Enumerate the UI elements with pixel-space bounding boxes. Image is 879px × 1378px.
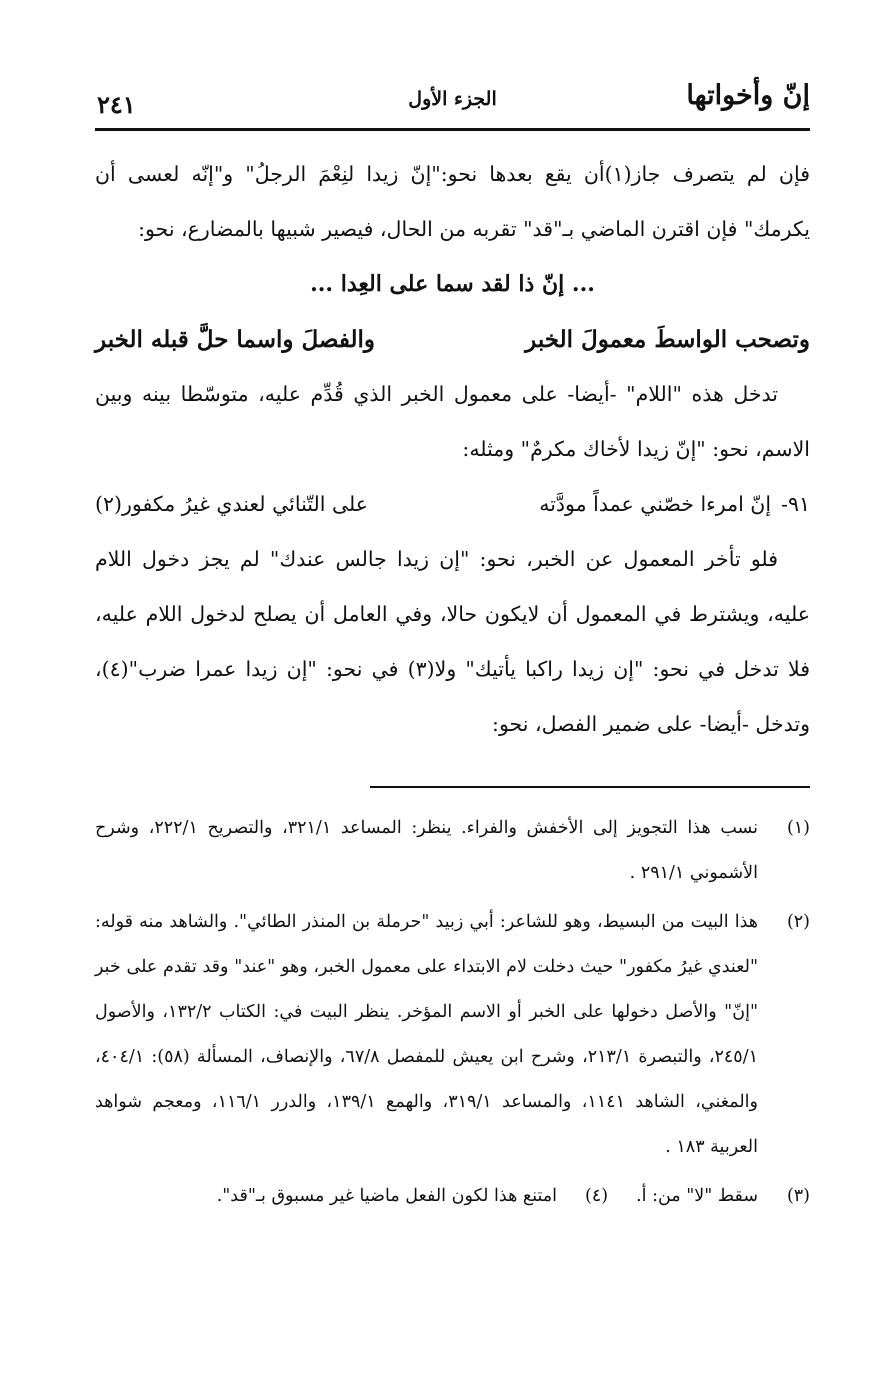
footnote-text: امتنع هذا لكون الفعل ماضيا غير مسبوق بـ"قد". (216, 1186, 558, 1206)
alfiya-hemistich-second: والفصلَ واسما حلَّ قبله الخبر (95, 326, 375, 353)
verse-91-hemistich-first: إنّ امرءا خصّني عمداً مودَّته (539, 492, 772, 516)
paragraph-1: فإن لم يتصرف جاز(١)أن يقع بعدها نحو:"إنّ زيدا لنِعْمَ الرجلُ" و"إنّه لعسى أن يكرمك" فإن اقترن الماضي بـ"قد" تقربه من الحال، فيصير شبيها بالمضارع، نحو: (95, 162, 810, 241)
footnote-3-4 (95, 1174, 810, 1219)
footnote-number: (١) (786, 818, 810, 838)
footnote-text: نسب هذا التجويز إلى الأخفش والفراء. ينظر: المساعد ٣٢١/١، والتصريح ٢٢٢/١، وشرح الأشموني ٢٩١/١ . (95, 818, 758, 883)
part-title: الجزء الأول (408, 88, 497, 110)
footnotes (95, 806, 810, 1219)
main-text (95, 147, 810, 752)
footnote-divider (370, 786, 810, 788)
footnote-text: هذا البيت من البسيط، وهو للشاعر: أبي زبيد "حرملة بن المنذر الطائي". والشاهد منه قوله: "لعندي غيرُ مكفور" حيث دخلت لام الابتداء على معمول الخبر، وهو "عند" وقد تقدم على خبر "إنّ" والأصل دخولها على الخبر أو الاسم المؤخر. ينظر البيت في: الكتاب ١٣٢/٢، والأصول ٢٤٥/١، والتبصرة ٢١٣/١، وشرح ابن يعيش للمفصل ٦٧/٨، والإنصاف، المسألة (٥٨): ٤٠٤/١، والمغني، الشاهد ١١٤١، والمساعد ٣١٩/١، والهمع ١٣٩/١، والدرر ١١٦/١، ومعجم شواهد العربية ١٨٣ . (95, 912, 758, 1157)
running-header (95, 80, 810, 131)
verse-91-hemistich-second: على التّنائي لعندي غيرُ مكفور(٢) (95, 492, 369, 516)
footnote-1 (95, 806, 810, 896)
alfiya-hemistich-first: وتصحب الواسطَ معمولَ الخبر (525, 326, 810, 353)
chapter-title: إنّ وأخواتها (686, 80, 810, 111)
paragraph-3: فلو تأخر المعمول عن الخبر، نحو: "إن زيدا جالس عندك" لم يجز دخول اللام عليه، ويشترط في المعمول أن لايكون حالا، وفي العامل أن يصلح لدخول اللام عليه، فلا تدخل في نحو: "إن زيدا راكبا يأتيك" ولا(٣) في نحو: "إن زيدا عمرا ضرب"(٤)، وتدخل -أيضا- على ضمير الفصل، نحو: (95, 547, 810, 736)
paragraph-2: تدخل هذه "اللام" -أيضا- على معمول الخبر الذي قُدِّم عليه، متوسّطا بينه وبين الاسم، نحو: "إنّ زيدا لأخاك مكرمٌ" ومثله: (95, 382, 810, 461)
footnote-number: (٢) (786, 912, 810, 932)
footnote-number: (٣) (786, 1186, 810, 1206)
alfiya-verse (95, 312, 810, 367)
verse-number: ٩١- (781, 492, 810, 516)
book-page (95, 80, 810, 1223)
verse-fragment: ... إنّ ذا لقد سما على العِدا ... (310, 271, 595, 297)
verse-91 (95, 477, 810, 532)
footnote-text: سقط "لا" من: أ. (636, 1186, 758, 1206)
footnote-2 (95, 900, 810, 1170)
page-number: ٢٤١ (97, 90, 136, 119)
footnote-number: (٤) (585, 1186, 609, 1206)
